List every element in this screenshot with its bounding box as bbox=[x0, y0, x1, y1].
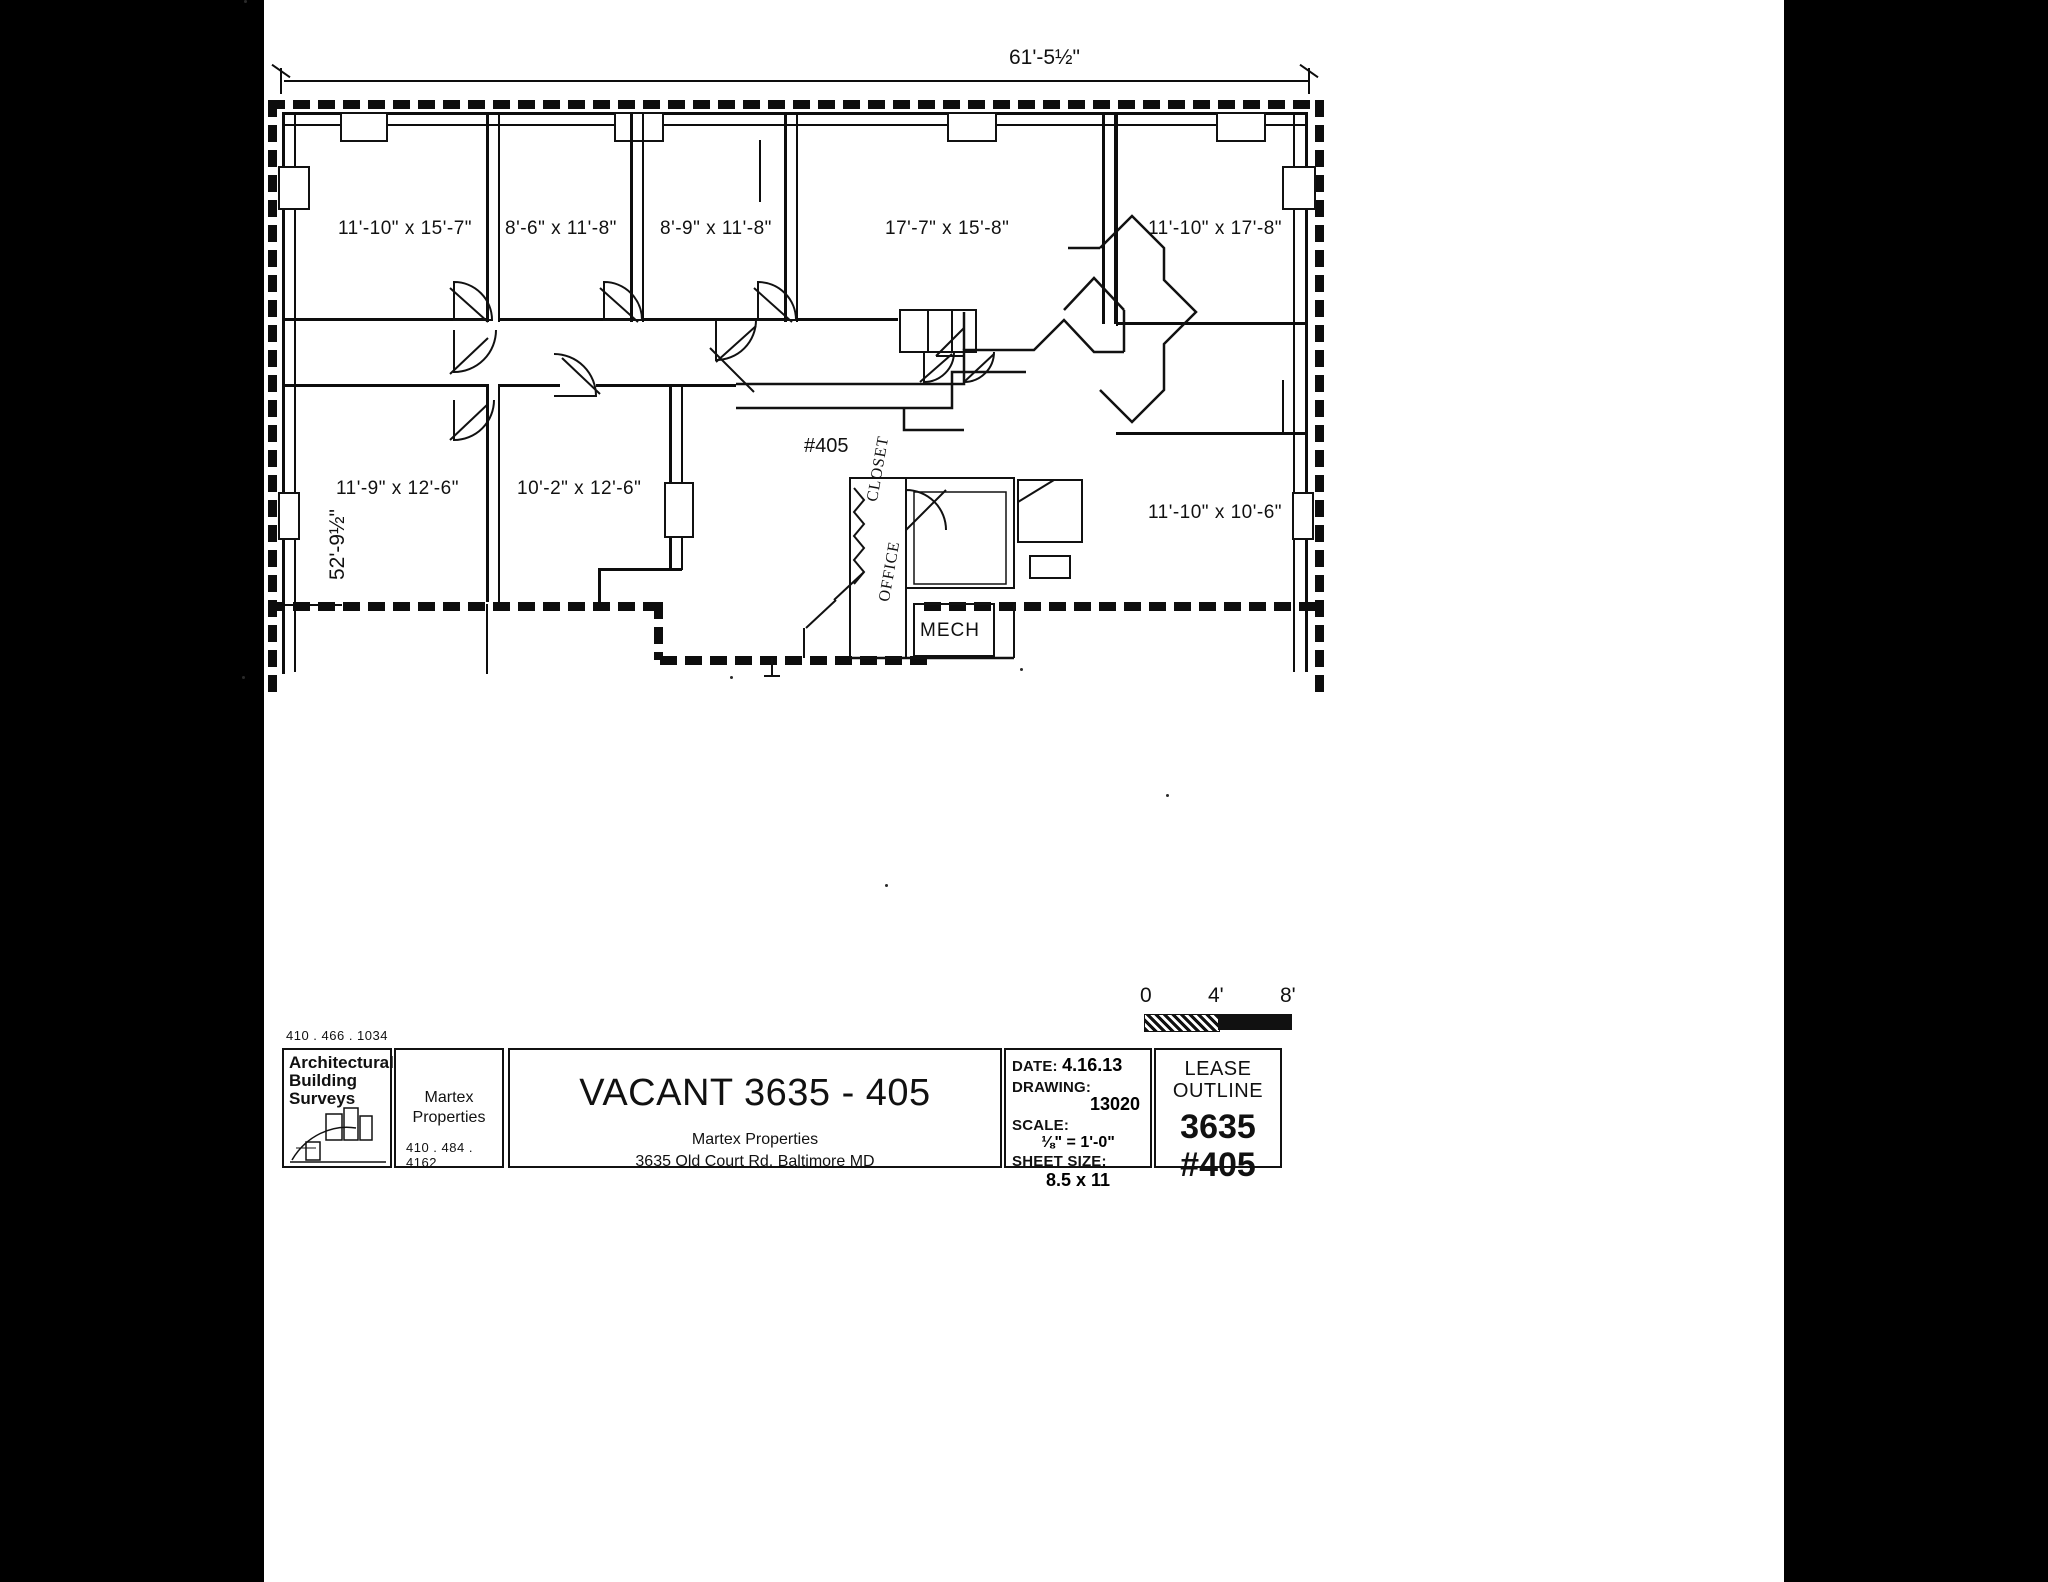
mech-room-label: MECH bbox=[920, 620, 980, 641]
meta-drawing-label: DRAWING: bbox=[1012, 1079, 1092, 1096]
room-label-office-top-5: 11'-10" x 17'-8" bbox=[1148, 218, 1283, 239]
scale-bar bbox=[1144, 1014, 1304, 1032]
client-name-line1: Martex bbox=[424, 1089, 474, 1106]
lower-center-rooms bbox=[264, 0, 1324, 700]
client-box bbox=[394, 1048, 504, 1168]
scale-tick-0: 0 bbox=[1140, 984, 1152, 1007]
client-name-line2: Properties bbox=[412, 1109, 486, 1126]
room-label-office-bottom-3: 11'-10" x 10'-6" bbox=[1148, 502, 1283, 523]
room-label-office-bottom-1: 11'-9" x 12'-6" bbox=[336, 478, 459, 499]
client-phone: 410 . 484 . 4162 bbox=[406, 1140, 473, 1170]
overall-height-dimension: 52'-9½" bbox=[326, 508, 349, 580]
sheet-title-sub-line1: Martex Properties bbox=[691, 1131, 819, 1148]
meta-drawing-value: 13020 bbox=[1089, 1094, 1140, 1114]
meta-sheet-size-label: SHEET SIZE: bbox=[1012, 1153, 1107, 1170]
unit-number-label: #405 bbox=[804, 435, 849, 457]
room-label-office-top-4: 17'-7" x 15'-8" bbox=[885, 218, 1010, 239]
meta-date-label: DATE: bbox=[1012, 1058, 1058, 1075]
lease-unit-number: #405 bbox=[1180, 1146, 1256, 1185]
room-label-office-bottom-2: 10'-2" x 12'-6" bbox=[517, 478, 642, 499]
lease-building-number: 3635 bbox=[1180, 1108, 1256, 1146]
sheet-title-sub-line2: 3635 Old Court Rd, Baltimore MD bbox=[635, 1152, 875, 1170]
lease-line2: OUTLINE bbox=[1172, 1080, 1264, 1102]
firm-logo-box bbox=[282, 1048, 392, 1168]
speck-2 bbox=[242, 676, 245, 679]
sheet-meta-box bbox=[1004, 1048, 1152, 1190]
lease-line1: LEASE bbox=[1184, 1058, 1252, 1080]
meta-date-value: 4.16.13 bbox=[1062, 1055, 1123, 1075]
speck-6 bbox=[1020, 668, 1023, 671]
scale-tick-4: 4' bbox=[1208, 984, 1224, 1007]
room-label-office-top-3: 8'-9" x 11'-8" bbox=[660, 218, 772, 239]
room-label-office-top-1: 11'-10" x 15'-7" bbox=[338, 218, 473, 239]
sheet-title-main: VACANT 3635 - 405 bbox=[579, 1072, 931, 1114]
overall-width-dimension: 61'-5½" bbox=[1009, 46, 1081, 69]
sheet-title-box bbox=[508, 1048, 1002, 1168]
drawing-sheet bbox=[264, 0, 1784, 1582]
lease-outline-box bbox=[1154, 1048, 1282, 1185]
firm-name-line3: Surveys bbox=[289, 1088, 356, 1108]
meta-scale-value: ⅛" = 1'-0" bbox=[1041, 1134, 1115, 1151]
meta-date-row bbox=[1012, 1055, 1144, 1076]
firm-name-line1: Architectural bbox=[289, 1053, 394, 1072]
speck-1 bbox=[244, 0, 247, 3]
speck-3 bbox=[730, 676, 733, 679]
speck-4 bbox=[885, 884, 888, 887]
room-label-office-top-2: 8'-6" x 11'-8" bbox=[505, 218, 617, 239]
firm-phone-top: 410 . 466 . 1034 bbox=[286, 1028, 388, 1043]
handwritten-closet-note: CLOSET bbox=[864, 434, 893, 503]
firm-name-line2: Building bbox=[289, 1070, 357, 1090]
speck-5 bbox=[1166, 794, 1169, 797]
meta-scale-label: SCALE: bbox=[1012, 1117, 1070, 1134]
handwritten-office-note: OFFICE bbox=[876, 539, 904, 603]
meta-sheet-size-value: 8.5 x 11 bbox=[1045, 1170, 1111, 1190]
scale-tick-8: 8' bbox=[1280, 984, 1296, 1007]
firm-logo-sketch-icon bbox=[286, 1102, 392, 1166]
